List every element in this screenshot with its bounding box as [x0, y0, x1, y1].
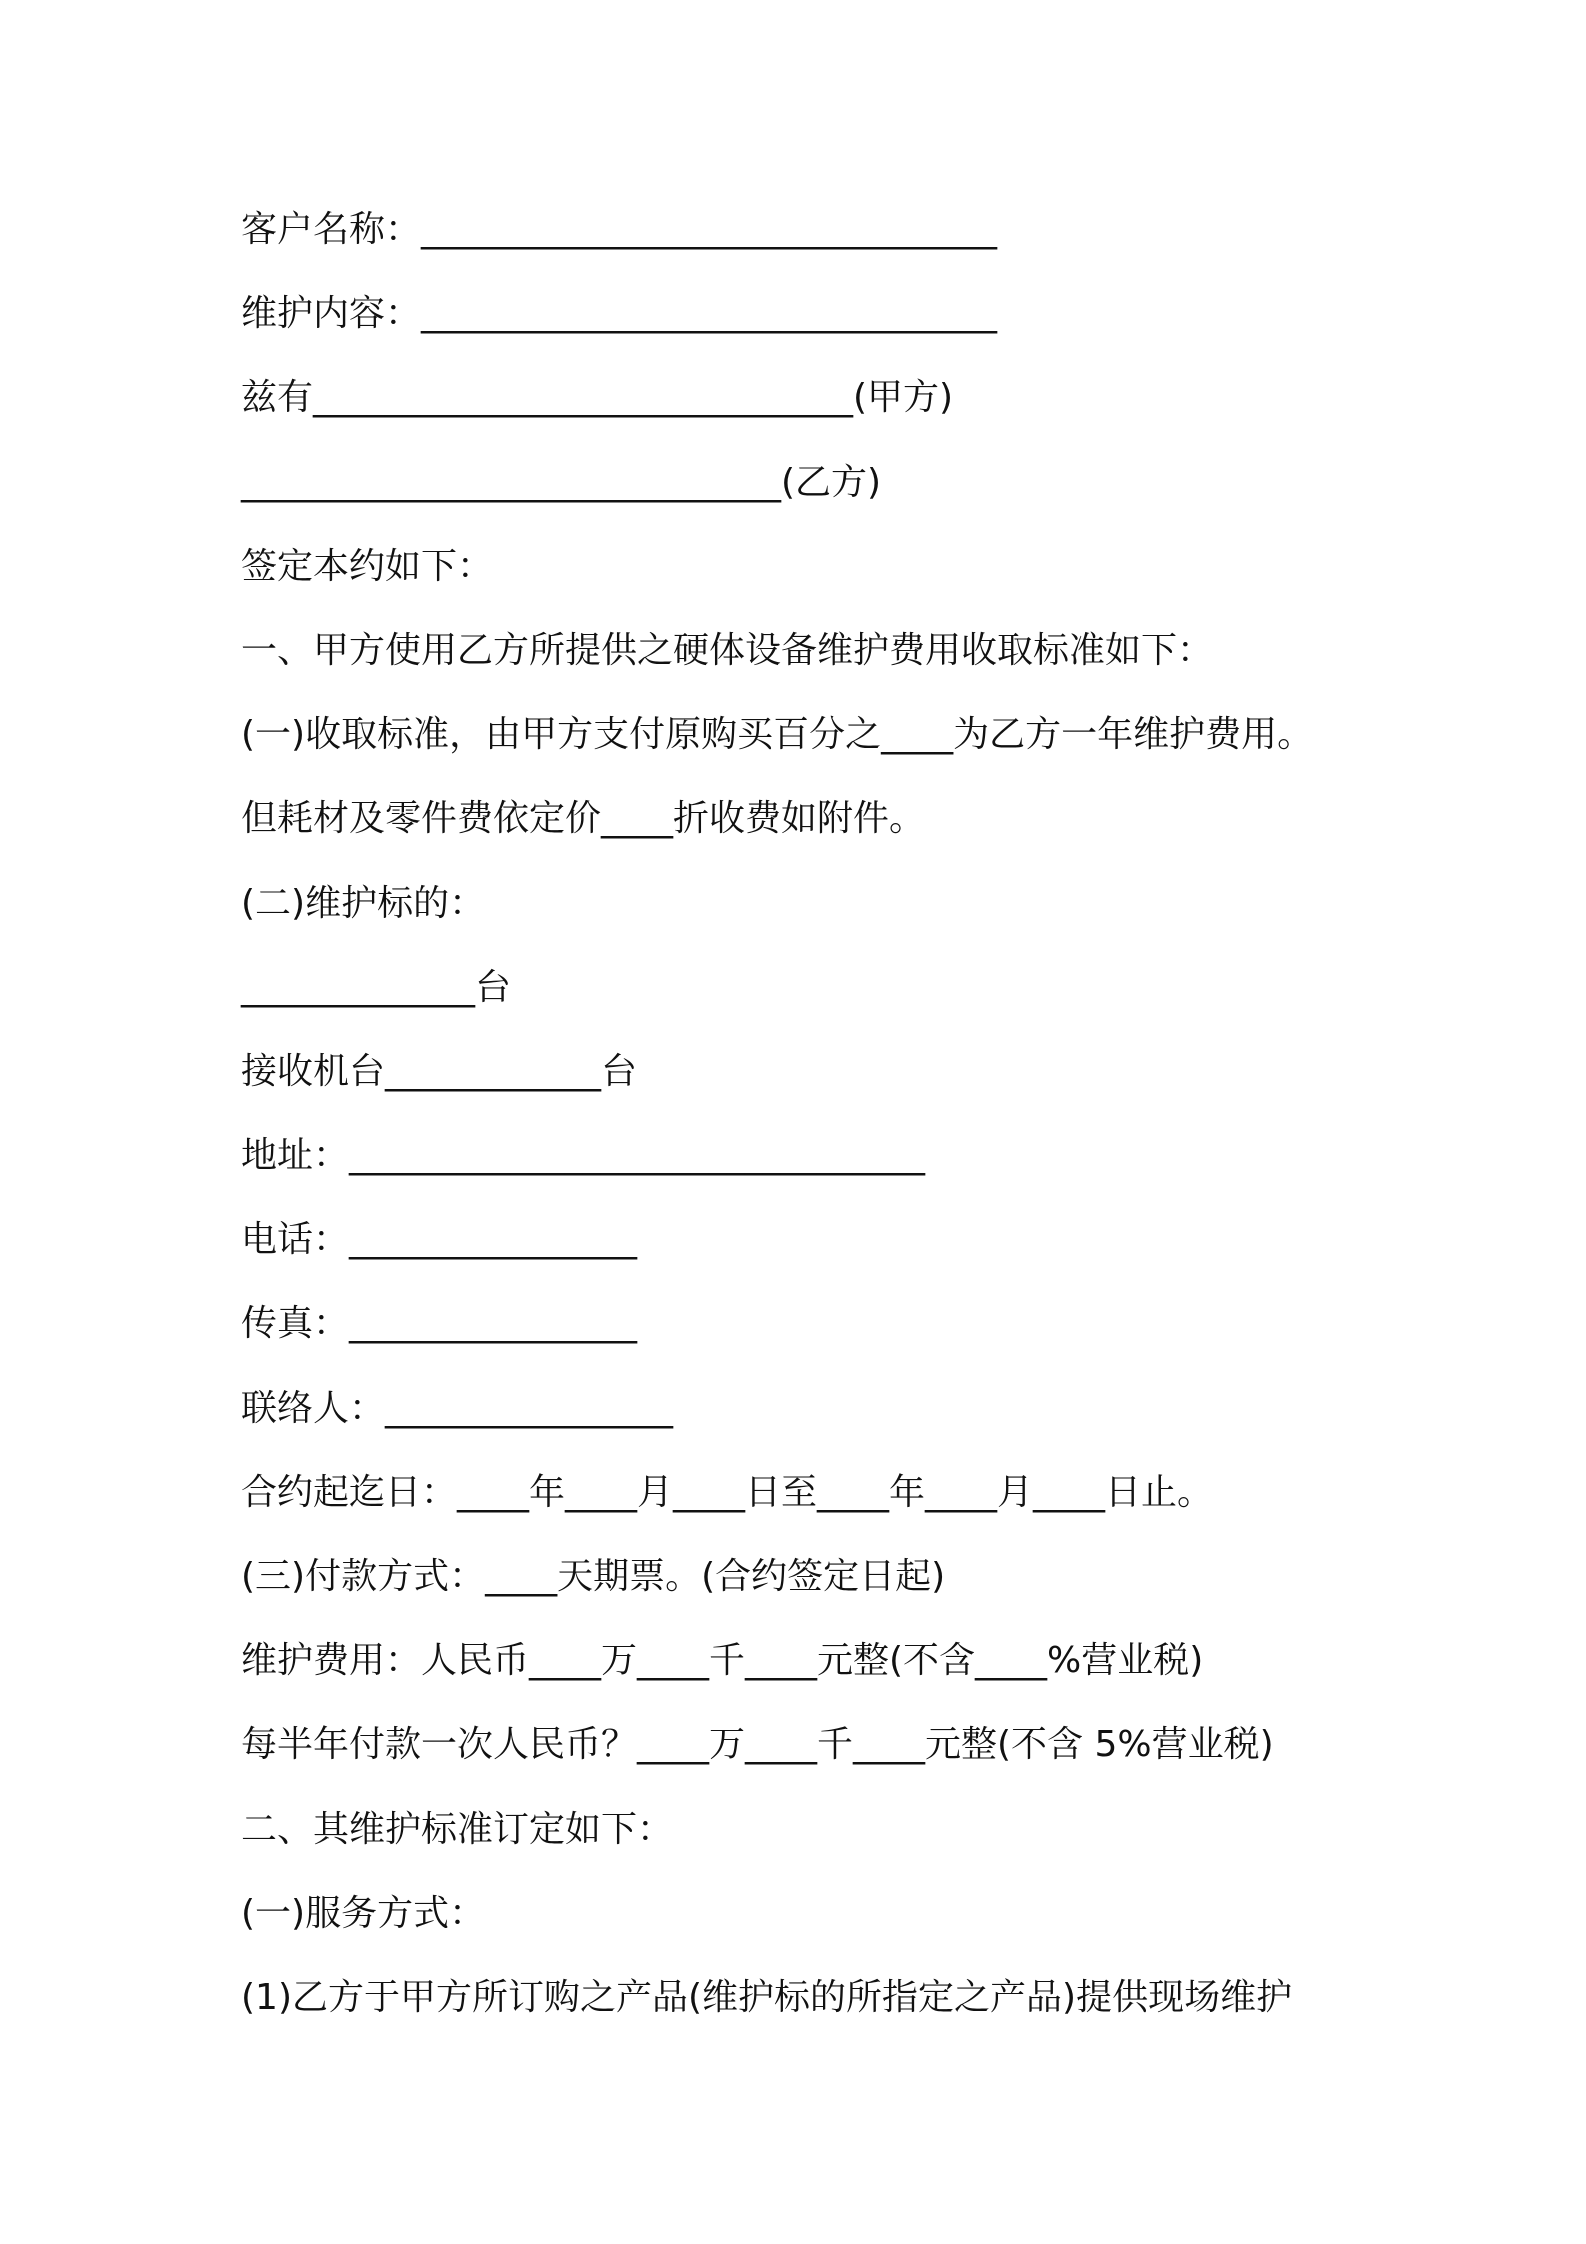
- receiver-count-line: 接收机台____________台: [241, 1050, 638, 1092]
- maintenance-fee-line: 维护费用：人民币____万____千____元整(不含____%营业税): [241, 1640, 1204, 1682]
- maintenance-content-line: 维护内容：________________________________: [241, 293, 998, 335]
- section-one-heading: 一、甲方使用乙方所提供之硬体设备维护费用收取标准如下：: [241, 629, 1214, 671]
- party-a-line: 兹有______________________________(甲方): [241, 377, 954, 419]
- payment-method-line: (三)付款方式：____天期票。(合约签定日起): [241, 1556, 946, 1597]
- section-two-heading: 二、其维护标准订定如下：: [241, 1808, 674, 1850]
- contract-body: [241, 200, 1401, 2052]
- fax-line: 传真：________________: [241, 1303, 638, 1345]
- fee-standard-line: (一)收取标准，由甲方支付原购买百分之____为乙方一年维护费用。: [241, 714, 1314, 756]
- onsite-maintenance-line: (1)乙方于甲方所订购之产品(维护标的所指定之产品)提供现场维护: [241, 1976, 1293, 2018]
- semiannual-payment-line: 每半年付款一次人民币？____万____千____元整(不含 5%营业税): [241, 1724, 1274, 1766]
- contract-period-line: 合约起迄日：____年____月____日至____年____月____日止。: [241, 1471, 1214, 1513]
- service-method-heading: (一)服务方式：: [241, 1892, 486, 1934]
- consumables-fee-line: 但耗材及零件费依定价____折收费如附件。: [241, 798, 926, 840]
- address-line: 地址：________________________________: [241, 1135, 926, 1177]
- party-b-line: ______________________________(乙方): [241, 461, 882, 503]
- phone-line: 电话：________________: [241, 1219, 638, 1261]
- maintenance-target-heading: (二)维护标的：: [241, 882, 486, 924]
- contact-person-line: 联络人：________________: [241, 1387, 674, 1429]
- customer-name-line: 客户名称：________________________________: [241, 209, 998, 250]
- agreement-intro-line: 签定本约如下：: [241, 545, 494, 587]
- unit-count-line: _____________台: [241, 966, 511, 1008]
